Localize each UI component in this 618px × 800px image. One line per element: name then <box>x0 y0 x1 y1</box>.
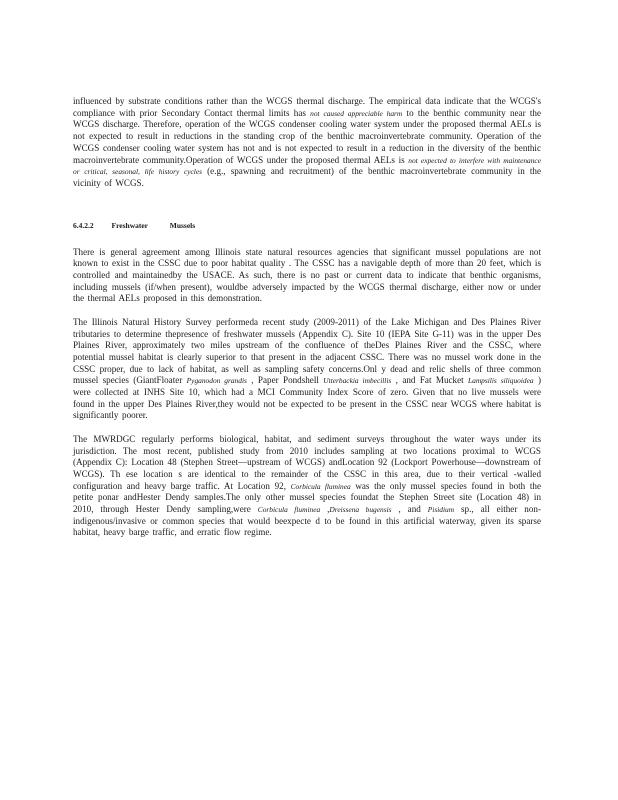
italic-text-run: not caused appreciable harm <box>310 108 403 118</box>
text-run: , Paper Pondshell <box>246 375 324 386</box>
italic-text-run: not expected to interfere with maintenance or critical, seasonal, life history cycles <box>73 155 541 177</box>
italic-text-run: Pyganodon grandis <box>186 376 247 386</box>
text-run: influenced by substrate conditions rather than the WCGS thermal discharge. The empirical data indicate that the WCGS's compliance with prior Secondary Contact thermal limits has <box>73 96 541 118</box>
italic-text-run: Dreissena bugensis <box>329 505 392 515</box>
text-run: , and Fat Mucket <box>391 375 469 386</box>
text-run: ) were collected at INHS Site 10, which had a MCI Community Index Score of zero. Given that no live mussels were found in the upper Des Plaines River,they would not be expected to be present in the CSSC near WCGS where habitat is significantly poorer. <box>73 375 542 421</box>
text-run: to the benthic community near the WCGS discharge. Therefore, operation of the WCGS condenser cooling water system under the proposed thermal AELs is not expected to result in reductions in the standing crop of the benthic macroinvertebrate community. Operation of the WCGS condenser cooling water system has not and is not expected to result in a reduction in the diversity of the benthic macroinvertebrate community.Operation of WCGS under the proposed thermal AELs is <box>73 107 541 165</box>
text-run: sp., all either non-indigenous/invasive or common species that would beexpecte d to be found in this artificial waterway, given its sparse habitat, heavy barge traffic, and erratic flow regime. <box>73 504 541 538</box>
section-title-word-1: Freshwater <box>111 220 148 230</box>
italic-text-run: Utterbackia imbecillis <box>323 376 392 386</box>
paragraph-benthic-conclusion <box>73 96 541 190</box>
section-title-word-2: Mussels <box>169 220 196 230</box>
section-number: 6.4.2.2 <box>73 220 94 230</box>
text-run: The MWRDGC regularly performs biological, habitat, and sediment surveys throughout the water ways under its jurisdiction. The most recent, published study from 2010 includes sampling at two locations proximal to WCGS (Appendix C): Location 48 (Stephen Street—upstream of WCGS) andLocation 92 (Lockport Powerhouse—downstream of WCGS). Th ese location s are identical to the remainder of the CSSC in this area, due to their vertical -walled configuration and heavy barge traffic. At Location 92, <box>73 433 541 491</box>
text-run: , and <box>391 504 428 515</box>
paragraph-agency-agreement <box>73 247 541 306</box>
text-run: There is general agreement among Illinois state natural resources agencies that significant mussel populations are not known to exist in the CSSC due to poor habitat quality . The CSSC has a navigable depth of more than 20 feet, which is controlled and maintainedby the USACE. As such, there is no past or current data to indicate that benthic organisms, including mussels (if/when present), wouldbe adversely impacted by the WCGS thermal discharge, either now or under the thermal AELs proposed in this demonstration. <box>73 246 541 304</box>
paragraph-mwrdgc-surveys <box>73 434 541 539</box>
italic-text-run: Corbicula fluminea <box>257 505 321 515</box>
text-run: The Illinois Natural History Survey performeda recent study (2009-2011) of the Lake Michigan and Des Plaines River tributaries to determine thepresence of freshwater mussels (Appendix C). Site 10 (IEPA Site G-11) was in the upper Des Plaines River, approximately two miles upstream of the confluence of theDes Plaines River and the CSSC, where potential mussel habitat is clearly superior to that present in the adjacent CSSC. There was no mussel work done in the CSSC proper, due to lack of habitat, as well as sampling safety concerns.Onl y dead and relic shells of three common mussel species (GiantFloater <box>73 316 541 386</box>
page-body <box>73 96 541 539</box>
text-run: , <box>320 504 330 515</box>
paragraph-inhs-study <box>73 317 541 422</box>
italic-text-run: Pisidium <box>427 505 455 515</box>
section-heading <box>73 221 541 230</box>
text-run: was the only mussel species found in both the petite ponar andHester Dendy samples.The only other mussel species foundat the Stephen Street site (Location 48) in 2010, through Hester Dendy sampling,were <box>73 480 541 515</box>
text-run: (e.g., spawning and recruitment) of the benthic macroinvertebrate community in the vicinity of WCGS. <box>73 166 541 188</box>
italic-text-run: Lampsilis siliquoidea <box>468 376 534 386</box>
italic-text-run: Corbicula fluminea <box>290 481 351 491</box>
